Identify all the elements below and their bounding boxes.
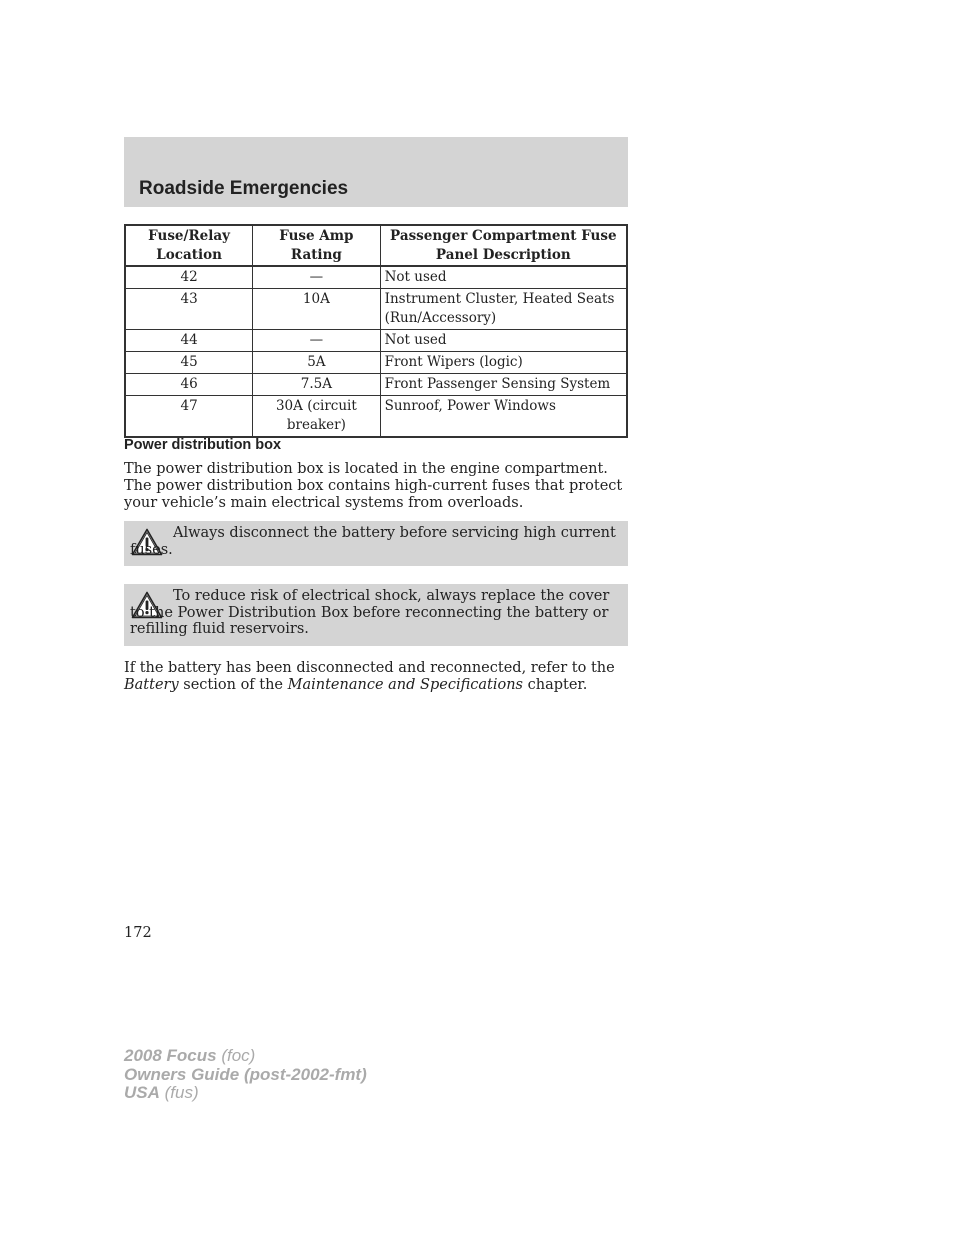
cell-description: Instrument Cluster, Heated Seats (Run/Accessory) bbox=[380, 289, 627, 330]
cell-description: Not used bbox=[380, 330, 627, 352]
footer bbox=[124, 1047, 367, 1103]
table-row bbox=[125, 330, 627, 352]
cell-description: Front Passenger Sensing System bbox=[380, 374, 627, 396]
closing-paragraph bbox=[124, 660, 624, 694]
table-header-row bbox=[125, 225, 627, 266]
battery-reference: Battery bbox=[124, 677, 179, 693]
cell-rating: 10A bbox=[253, 289, 380, 330]
header-band bbox=[124, 137, 628, 207]
warning-box bbox=[124, 584, 628, 646]
column-header-location: Fuse/Relay Location bbox=[125, 225, 253, 266]
footer-market-code: (fus) bbox=[164, 1083, 199, 1102]
cell-location: 45 bbox=[125, 352, 253, 374]
fuse-table bbox=[124, 224, 628, 438]
intro-paragraph: The power distribution box is located in the engine compartment. The power distribution box contains high-current fuses that protect your vehicle’s main electrical systems from overloads. bbox=[124, 461, 623, 511]
table-row bbox=[125, 396, 627, 438]
table-row bbox=[125, 352, 627, 374]
cell-rating: — bbox=[253, 266, 380, 289]
footer-model-code: (foc) bbox=[221, 1046, 256, 1065]
chapter-reference: Maintenance and Specifications bbox=[287, 677, 523, 693]
warning-text: To reduce risk of electrical shock, always replace the cover to the Power Distribution Box before reconnecting the battery or refilling fluid reservoirs. bbox=[130, 588, 610, 637]
footer-market: USA bbox=[124, 1083, 160, 1102]
cell-location: 43 bbox=[125, 289, 253, 330]
footer-line bbox=[124, 1047, 367, 1066]
footer-line bbox=[124, 1066, 367, 1085]
warning-text: Always disconnect the battery before servicing high current fuses. bbox=[130, 525, 616, 558]
footer-guide: Owners Guide (post-2002-fmt) bbox=[124, 1064, 367, 1084]
column-header-rating: Fuse Amp Rating bbox=[253, 225, 380, 266]
cell-location: 46 bbox=[125, 374, 253, 396]
section-heading: Power distribution box bbox=[124, 437, 282, 453]
column-header-description: Passenger Compartment Fuse Panel Description bbox=[380, 225, 627, 266]
footer-line bbox=[124, 1084, 367, 1103]
closing-text: section of the bbox=[178, 677, 288, 693]
page-number: 172 bbox=[124, 925, 152, 941]
cell-description: Front Wipers (logic) bbox=[380, 352, 627, 374]
cell-location: 44 bbox=[125, 330, 253, 352]
page-title: Roadside Emergencies bbox=[139, 178, 349, 199]
table-row bbox=[125, 374, 627, 396]
cell-location: 42 bbox=[125, 266, 253, 289]
table-row bbox=[125, 266, 627, 289]
cell-rating: 30A (circuit breaker) bbox=[253, 396, 380, 438]
cell-rating: 5A bbox=[253, 352, 380, 374]
footer-model: 2008 Focus bbox=[124, 1046, 217, 1065]
warning-box bbox=[124, 521, 628, 566]
closing-text: If the battery has been disconnected and reconnected, refer to the bbox=[124, 660, 615, 676]
cell-rating: — bbox=[253, 330, 380, 352]
closing-text: chapter. bbox=[523, 677, 588, 693]
table-row bbox=[125, 289, 627, 330]
cell-location: 47 bbox=[125, 396, 253, 438]
cell-description: Sunroof, Power Windows bbox=[380, 396, 627, 438]
cell-rating: 7.5A bbox=[253, 374, 380, 396]
cell-description: Not used bbox=[380, 266, 627, 289]
